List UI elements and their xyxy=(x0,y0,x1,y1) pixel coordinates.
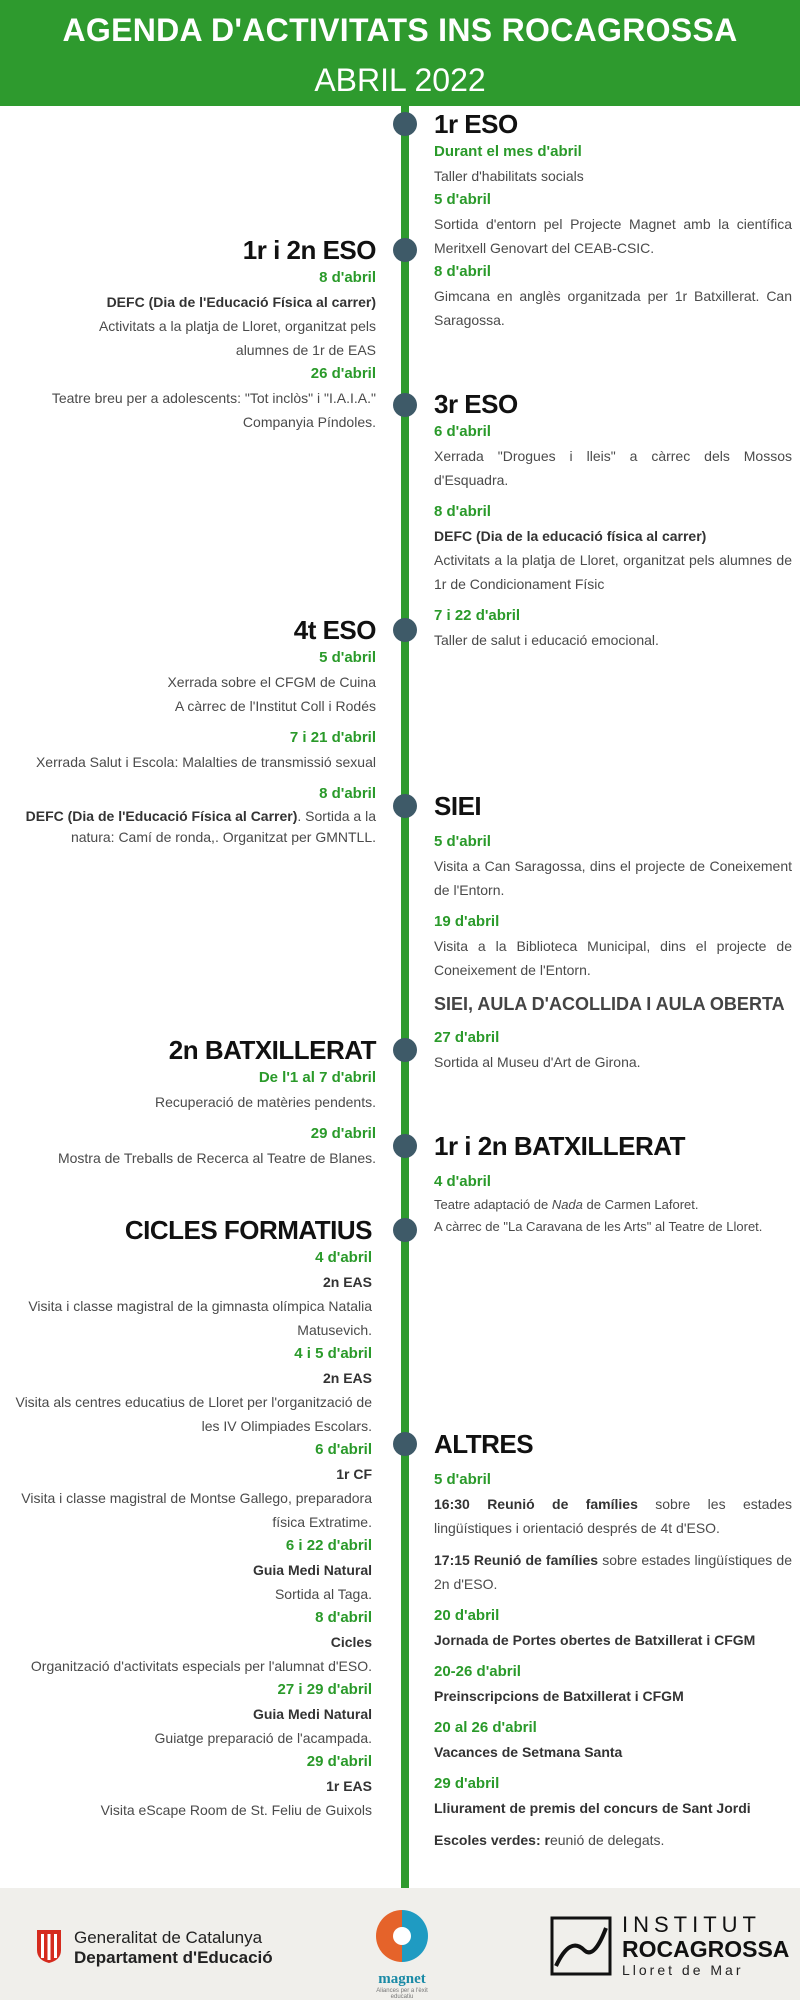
event-text: Visita als centres educatius de Lloret per l'organització de les IV Olimpiades Escolars. xyxy=(15,1394,372,1434)
section-title: ALTRES xyxy=(434,1429,534,1459)
section-1r-2n-eso xyxy=(16,234,376,434)
generalitat-name: Generalitat de Catalunya xyxy=(74,1928,263,1947)
event-text: Visita a Can Saragossa, dins el projecte de Coneixement de l'Entorn. xyxy=(434,858,792,898)
section-4t-eso xyxy=(6,614,376,848)
event-text: de Carmen Laforet. xyxy=(582,1197,699,1212)
section-title: 3r ESO xyxy=(434,389,518,419)
institut-logo xyxy=(550,1912,790,1982)
magnet-logo-icon xyxy=(374,1908,430,1964)
timeline-dot xyxy=(393,794,417,818)
generalitat-emblem-icon xyxy=(34,1928,64,1964)
event-date: 8 d'abril xyxy=(319,785,376,802)
event-text: Recuperació de matèries pendents. xyxy=(154,1094,376,1110)
event-text: Guiatge preparació de l'acampada. xyxy=(154,1730,372,1746)
event-group: Guia Medi Natural xyxy=(252,1562,372,1578)
event-date: 5 d'abril xyxy=(434,191,491,208)
section-title: 4t ESO xyxy=(293,615,376,645)
event-date: 8 d'abril xyxy=(315,1609,372,1626)
section-1r-eso xyxy=(434,108,792,332)
timeline-dot xyxy=(393,238,417,262)
event-text: Taller d'habilitats socials xyxy=(434,168,584,184)
section-altres xyxy=(434,1428,792,1852)
rocagrossa-logo-icon xyxy=(550,1916,612,1976)
event-item xyxy=(0,1246,372,1342)
event-text: Organització d'activitats especials per l'alumnat d'ESO. xyxy=(30,1658,372,1674)
institut-label: INSTITUT xyxy=(622,1912,761,1937)
section-title: SIEI xyxy=(434,791,482,821)
event-date: Durant el mes d'abril xyxy=(434,143,582,160)
event-text xyxy=(434,1492,792,1540)
event-date: 8 d'abril xyxy=(434,263,491,280)
timeline-dot xyxy=(393,393,417,417)
event-item xyxy=(0,1678,372,1750)
event-date: 8 d'abril xyxy=(319,269,376,286)
event-date: 29 d'abril xyxy=(306,1753,372,1770)
event-text: Mostra de Treballs de Recerca al Teatre de Blanes. xyxy=(57,1150,376,1166)
event-text xyxy=(434,1548,792,1596)
event-date: 27 d'abril xyxy=(434,1029,500,1046)
section-2n-batxillerat xyxy=(0,1034,376,1170)
timeline-dot xyxy=(393,1038,417,1062)
event-date: 20-26 d'abril xyxy=(434,1663,521,1680)
event-date: 19 d'abril xyxy=(434,913,500,930)
event-text: Visita a la Biblioteca Municipal, dins el projecte de Coneixement de l'Entorn. xyxy=(434,938,792,978)
event-date: 6 i 22 d'abril xyxy=(285,1537,372,1554)
event-text: sobre les estades lingüístiques i orientació després de 4t d'ESO. xyxy=(434,1496,792,1536)
event-title: Preinscripcions de Batxillerat i CFGM xyxy=(434,1688,684,1704)
event-text: eunió de delegats. xyxy=(549,1832,665,1848)
event-text xyxy=(6,806,376,848)
event-date: 29 d'abril xyxy=(434,1775,500,1792)
event-text: Visita i classe magistral de la gimnasta olímpica Natalia Matusevich. xyxy=(28,1298,372,1338)
event-title: DEFC (Dia de la educació física al carrer) xyxy=(434,528,707,544)
event-title: Vacances de Setmana Santa xyxy=(434,1744,623,1760)
event-item xyxy=(0,1606,372,1678)
timeline-dot xyxy=(393,1218,417,1242)
event-title: DEFC (Dia de l'Educació Física al Carrer) xyxy=(25,808,298,824)
magnet-label: magnet xyxy=(378,1971,426,1987)
section-title: CICLES FORMATIUS xyxy=(124,1215,372,1245)
page-header xyxy=(0,0,800,106)
event-text: Visita i classe magistral de Montse Gallego, preparadora física Extratime. xyxy=(21,1490,372,1530)
event-text: Teatre breu per a adolescents: "Tot inclòs" i "I.A.I.A." Companyia Píndoles. xyxy=(51,390,376,430)
event-date: 29 d'abril xyxy=(310,1125,376,1142)
event-date: 6 d'abril xyxy=(315,1441,372,1458)
event-group: 1r CF xyxy=(336,1466,372,1482)
event-item xyxy=(0,1438,372,1534)
event-date: 7 i 21 d'abril xyxy=(289,729,376,746)
event-text: Sortida d'entorn pel Projecte Magnet amb la científica Meritxell Genovart del CEAB-CSIC. xyxy=(434,216,792,256)
event-date: De l'1 al 7 d'abril xyxy=(258,1069,376,1086)
event-title: DEFC (Dia de l'Educació Física al carrer) xyxy=(106,294,376,310)
event-text: Activitats a la platja de Lloret, organitzat pels alumnes de 1r de Condicionament Físic xyxy=(434,552,792,592)
section-title: 1r i 2n ESO xyxy=(242,235,376,265)
event-title: Escoles verdes: r xyxy=(434,1832,550,1848)
event-text: Taller de salut i educació emocional. xyxy=(434,632,659,648)
event-text: Activitats a la platja de Lloret, organitzat pels alumnes de 1r de EAS xyxy=(98,318,376,358)
event-text: Sortida al Museu d'Art de Girona. xyxy=(434,1054,641,1070)
event-date: 4 d'abril xyxy=(315,1249,372,1266)
page-title: AGENDA D'ACTIVITATS INS ROCAGROSSA xyxy=(62,12,738,48)
event-date: 4 d'abril xyxy=(434,1173,491,1190)
event-date: 5 d'abril xyxy=(434,1471,491,1488)
event-text: sobre estades lingüístiques de 2n d'ESO. xyxy=(434,1552,792,1592)
event-item xyxy=(0,1342,372,1438)
event-date: 4 i 5 d'abril xyxy=(294,1345,372,1362)
event-text: Xerrada Salut i Escola: Malalties de transmissió sexual xyxy=(35,754,376,770)
section-3r-eso xyxy=(434,388,792,652)
event-group: 1r EAS xyxy=(326,1778,372,1794)
magnet-tagline: Aliances per a l'èxit educatiu xyxy=(376,1988,428,2000)
event-group: Guia Medi Natural xyxy=(252,1706,372,1722)
event-text: Gimcana en anglès organitzada per 1r Batxillerat. Can Saragossa. xyxy=(434,288,792,328)
event-date: 26 d'abril xyxy=(310,365,376,382)
event-date: 7 i 22 d'abril xyxy=(434,607,521,624)
timeline-line xyxy=(401,106,409,1890)
event-text: A càrrec de l'Institut Coll i Rodés xyxy=(174,698,376,714)
event-text xyxy=(434,1194,792,1216)
timeline-dot xyxy=(393,1432,417,1456)
section-siei xyxy=(434,790,792,1074)
event-title: Lliurament de premis del concurs de Sant Jordi xyxy=(434,1800,751,1816)
timeline-dot xyxy=(393,618,417,642)
institut-name: ROCAGROSSA xyxy=(622,1936,790,1962)
event-date: 5 d'abril xyxy=(434,833,491,850)
event-item xyxy=(0,1750,372,1822)
section-title: 2n BATXILLERAT xyxy=(168,1035,376,1065)
event-text: Xerrada sobre el CFGM de Cuina xyxy=(167,674,376,690)
event-text: Teatre adaptació de xyxy=(434,1197,552,1212)
department-name: Departament d'Educació xyxy=(74,1948,273,1967)
event-text: A càrrec de "La Caravana de les Arts" al Teatre de Lloret. xyxy=(434,1219,763,1234)
event-date: 5 d'abril xyxy=(319,649,376,666)
event-text: . Sortida a la natura: Camí de ronda,. Organitzat per GMNTLL. xyxy=(70,808,376,845)
page-subtitle: ABRIL 2022 xyxy=(314,62,486,98)
institut-location: Lloret de Mar xyxy=(622,1962,744,1978)
event-title: 17:15 Reunió de famílies xyxy=(434,1552,599,1568)
event-date: 27 i 29 d'abril xyxy=(277,1681,372,1698)
section-title: 1r i 2n BATXILLERAT xyxy=(434,1131,685,1161)
event-date: 20 al 26 d'abril xyxy=(434,1719,537,1736)
event-item xyxy=(0,1534,372,1606)
event-title: 16:30 Reunió de famílies xyxy=(434,1496,638,1512)
subsection-title: SIEI, AULA D'ACOLLIDA I AULA OBERTA xyxy=(434,994,785,1014)
event-group: 2n EAS xyxy=(322,1370,372,1386)
event-title: Jornada de Portes obertes de Batxillerat i CFGM xyxy=(434,1632,756,1648)
book-title: Nada xyxy=(551,1197,583,1212)
event-date: 8 d'abril xyxy=(434,503,491,520)
event-text: Sortida al Taga. xyxy=(274,1586,372,1602)
timeline-dot xyxy=(393,1134,417,1158)
timeline-dot xyxy=(393,112,417,136)
event-text xyxy=(434,1828,792,1852)
event-group: Cicles xyxy=(330,1634,372,1650)
event-date: 6 d'abril xyxy=(434,423,491,440)
event-text: Visita eScape Room de St. Feliu de Guixols xyxy=(100,1802,372,1818)
section-1r-2n-batxillerat xyxy=(434,1130,792,1238)
section-title: 1r ESO xyxy=(434,109,518,139)
event-date: 20 d'abril xyxy=(434,1607,500,1624)
footer xyxy=(0,1888,800,2000)
section-cicles-formatius xyxy=(0,1214,372,1822)
magnet-logo xyxy=(372,1908,432,2000)
event-text: Xerrada "Drogues i lleis" a càrrec dels Mossos d'Esquadra. xyxy=(434,448,792,488)
event-group: 2n EAS xyxy=(322,1274,372,1290)
